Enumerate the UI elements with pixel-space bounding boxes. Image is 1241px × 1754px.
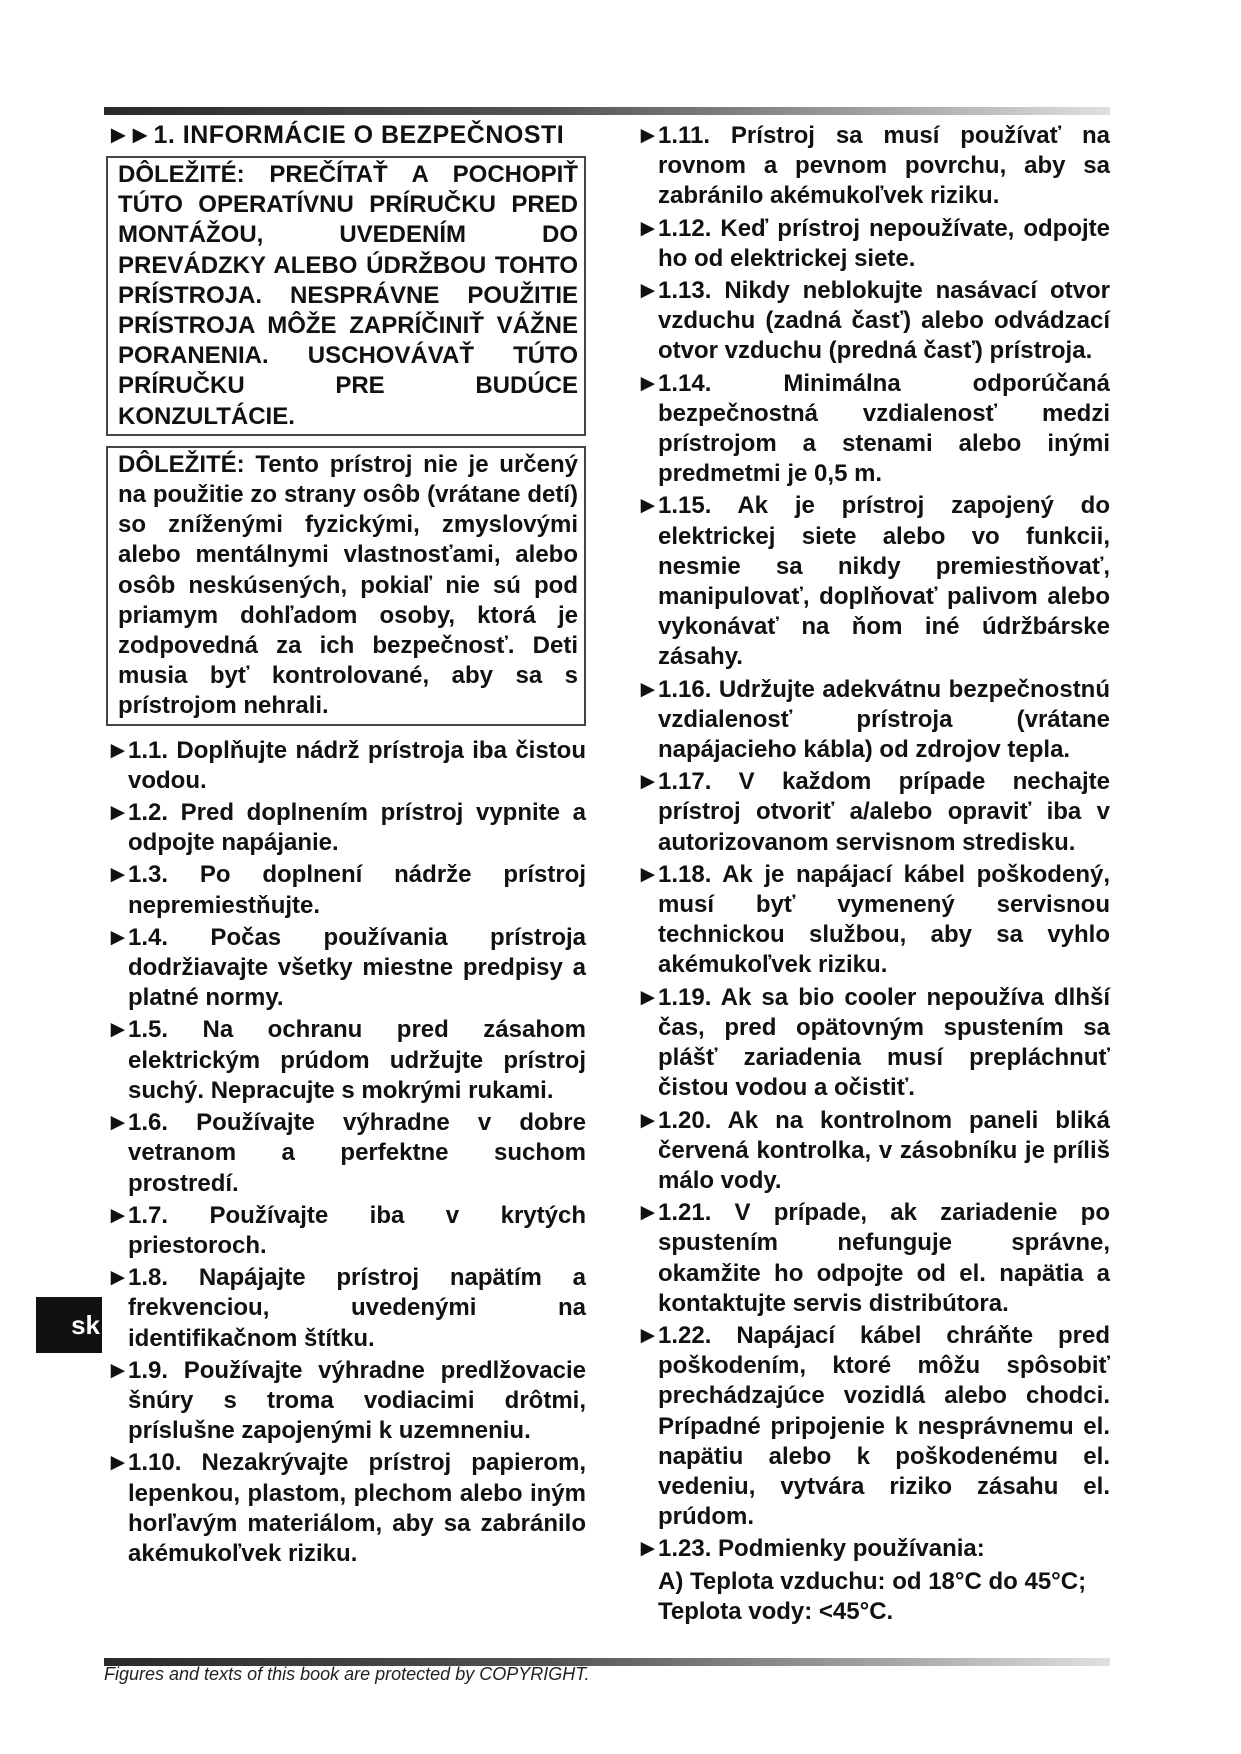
item-text: 1.5. Na ochranu pred zásahom elektrickým prúdom udržujte prístroj suchý. Nepracujte s mokrými rukami.: [128, 1016, 586, 1104]
list-item: [106, 736, 586, 796]
bullet-icon: ►: [636, 214, 660, 242]
language-tab: sk: [36, 1297, 102, 1353]
notice-box-manual: DÔLEŽITÉ: PREČÍTAŤ A POCHOPIŤ TÚTO OPERATÍVNU PRÍRUČKU PRED MONTÁŽOU, UVEDENÍM DO PREVÁDZKY ALEBO ÚDRŽBOU TOHTO PRÍSTROJA. NESPRÁVNE POUŽITIE PRÍSTROJA MÔŽE ZAPRÍČINIŤ VÁŽNE PORANENIA. USCHOVÁVAŤ TÚTO PRÍRUČKU PRE BUDÚCE KONZULTÁCIE.: [106, 156, 586, 436]
bullet-icon: ►: [106, 1264, 130, 1292]
bullet-icon: ►: [636, 1321, 660, 1349]
bullet-icon: ►: [106, 861, 130, 889]
list-item: [636, 1198, 1110, 1319]
list-item: [106, 1108, 586, 1199]
item-text: 1.17. V každom prípade nechajte prístroj otvoriť a/alebo opraviť iba v autorizovanom servisnom stredisku.: [658, 768, 1110, 856]
copyright-footer: Figures and texts of this book are protected by COPYRIGHT.: [104, 1664, 590, 1684]
left-column: [106, 121, 586, 1571]
list-item: [636, 860, 1110, 981]
bullet-icon: ►: [636, 122, 660, 149]
bullet-icon: ►: [636, 983, 660, 1011]
bullet-icon: ►: [636, 1106, 660, 1134]
item-text: 1.11. Prístroj sa musí používať na rovnom a pevnom povrchu, aby sa zabránilo akémukoľvek riziku.: [658, 122, 1110, 210]
item-text: 1.3. Po doplnení nádrže prístroj nepremiestňujte.: [128, 861, 586, 919]
list-item: [636, 1106, 1110, 1197]
item-text: 1.8. Napájajte prístroj napätím a frekvenciou, uvedenými na identifikačnom štítku.: [128, 1264, 586, 1352]
item-text: 1.20. Ak na kontrolnom paneli bliká červená kontrolka, v zásobníku je príliš málo vody.: [658, 1106, 1110, 1194]
item-text: 1.19. Ak sa bio cooler nepoužíva dlhší čas, pred opätovným spustením sa plášť zariadenia musí prepláchnuť čistou vodou a očistiť.: [658, 983, 1110, 1102]
bullet-icon: ►: [106, 1201, 130, 1229]
bullet-icon: ►: [106, 1109, 130, 1137]
item-text: 1.13. Nikdy neblokujte nasávací otvor vzduchu (zadná časť) alebo odvádzací otvor vzduchu (predná časť) prístroja.: [658, 277, 1110, 365]
bullet-icon: ►: [636, 1199, 660, 1227]
notice-box-persons: DÔLEŽITÉ: Tento prístroj nie je určený na použitie zo strany osôb (vrátane detí) so zníženými fyzickými, zmyslovými alebo mentálnymi vlastnosťami, alebo osôb neskúsených, pokiaľ nie sú pod priamym dohľadom osoby, ktorá je zodpovedná za ich bezpečnosť. Deti musia byť kontrolované, aby sa s prístrojom nehrali.: [106, 446, 586, 726]
item-text: 1.15. Ak je prístroj zapojený do elektrickej siete alebo vo funkcii, nesmie sa nikdy premiestňovať, manipulovať, doplňovať palivom alebo vykonávať na ňom iné údržbárske zásahy.: [658, 492, 1110, 671]
list-item: [636, 1321, 1110, 1532]
bullet-icon: ►: [636, 369, 660, 397]
list-item: [106, 1356, 586, 1447]
list-item: [636, 675, 1110, 766]
bullet-icon: ►: [106, 799, 130, 827]
condition-water: Teplota vody: <45°C.: [658, 1597, 894, 1625]
list-item: [106, 923, 586, 1014]
list-item: [636, 369, 1110, 490]
bullet-icon: ►: [106, 1449, 130, 1477]
item-text: 1.21. V prípade, ak zariadenie po spustením nefunguje správne, okamžite ho odpojte od el. napätia a kontaktujte servis distribútora.: [658, 1199, 1110, 1317]
bullet-icon: ►: [636, 492, 660, 520]
bullet-icon: ►: [636, 675, 660, 703]
item-text: 1.9. Používajte výhradne predlžovacie šnúry s troma vodiacimi drôtmi, príslušne zapojenými k uzemneniu.: [128, 1356, 586, 1445]
list-item: [106, 1263, 586, 1354]
bullet-icon: ►: [636, 768, 660, 796]
list-item: [636, 491, 1110, 672]
list-item: [106, 860, 586, 920]
bullet-icon: ►: [106, 923, 130, 951]
item-text: 1.14. Minimálna odporúčaná bezpečnostná vzdialenosť medzi prístrojom a stenami alebo inými predmetmi je 0,5 m.: [658, 369, 1110, 488]
condition-air: A) Teplota vzduchu: od 18°C do 45°C;: [658, 1567, 1087, 1595]
bullet-icon: ►: [636, 860, 660, 888]
bullet-icon: ►: [106, 1016, 130, 1044]
right-column: [636, 121, 1110, 1627]
list-item: [636, 767, 1110, 858]
item-text: 1.12. Keď prístroj nepoužívate, odpojte ho od elektrickej siete.: [658, 214, 1110, 272]
bullet-icon: ►: [636, 1535, 660, 1563]
item-text: 1.22. Napájací kábel chráňte pred poškodením, ktoré môžu spôsobiť prechádzajúce vozidlá alebo chodci. Prípadné pripojenie k nesprávnemu el. napätiu alebo k poškodenému el. vedeniu, vytvára riziko zásahu el. prúdom.: [658, 1321, 1110, 1531]
list-item: [106, 1015, 586, 1106]
list-item: [636, 214, 1110, 274]
item-text: 1.4. Počas používania prístroja dodržiavajte všetky miestne predpisy a platné normy.: [128, 923, 586, 1012]
list-item: [636, 983, 1110, 1104]
item-text: 1.10. Nezakrývajte prístroj papierom, lepenkou, plastom, plechom alebo iným horľavým materiálom, aby sa zabránilo akémukoľvek riziku.: [128, 1449, 586, 1567]
item-text: 1.18. Ak je napájací kábel poškodený, musí byť vymenený servisnou technickou službou, aby sa vyhlo akémukoľvek riziku.: [658, 860, 1110, 979]
list-item: [636, 276, 1110, 367]
bullet-icon: ►: [106, 736, 130, 764]
top-rule: [104, 107, 1110, 115]
list-item: [106, 798, 586, 858]
item-text: 1.2. Pred doplnením prístroj vypnite a odpojte napájanie.: [128, 799, 586, 857]
heading-title: 1. INFORMÁCIE O BEZPEČNOSTI: [153, 121, 565, 149]
list-item: [106, 1201, 586, 1261]
list-item: [636, 1534, 1110, 1564]
list-item: [106, 1448, 586, 1569]
section-heading: [106, 121, 586, 150]
bullet-icon: ►: [106, 1356, 130, 1384]
bullet-icon: ►: [636, 277, 660, 305]
item-text: 1.16. Udržujte adekvátnu bezpečnostnú vzdialenosť prístroja (vrátane napájacieho kábla) od zdrojov tepla.: [658, 675, 1110, 764]
item-text: 1.6. Používajte výhradne v dobre vetranom a perfektne suchom prostredí.: [128, 1109, 586, 1197]
item-text: 1.23. Podmienky používania:: [658, 1535, 985, 1563]
heading-arrows: ►►: [106, 121, 150, 149]
list-item: [636, 121, 1110, 212]
item-text: 1.7. Používajte iba v krytých priestoroch.: [128, 1201, 586, 1259]
item-text: 1.1. Doplňujte nádrž prístroja iba čistou vodou.: [128, 736, 586, 794]
